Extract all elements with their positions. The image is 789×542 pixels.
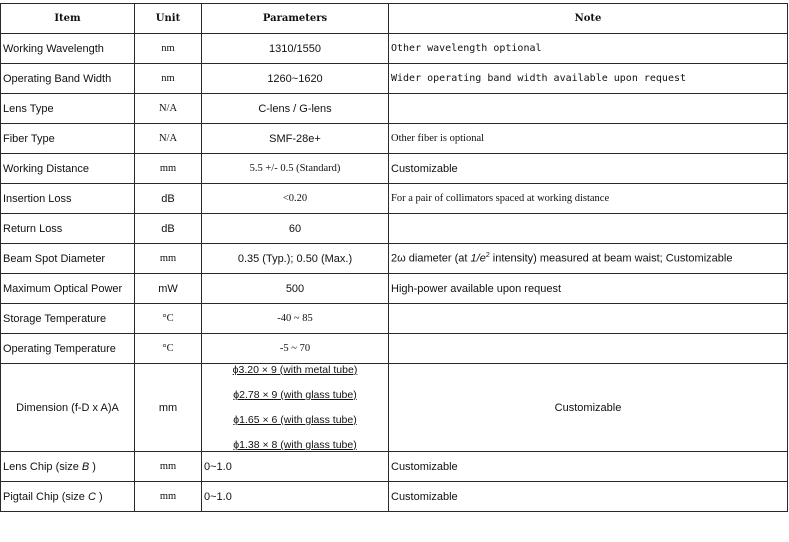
header-parameters: Parameters	[202, 4, 389, 34]
item-cell: Maximum Optical Power	[1, 274, 135, 304]
note-cell: High-power available upon request	[389, 274, 788, 304]
dimension-option: ϕ3.20 × 9 (with metal tube)	[232, 364, 358, 376]
unit-cell: mm	[135, 244, 202, 274]
header-note: Note	[389, 4, 788, 34]
param-cell: 500	[202, 274, 389, 304]
note-cell	[389, 334, 788, 364]
table-row	[1, 64, 788, 94]
table-row	[1, 274, 788, 304]
param-cell: <0.20	[202, 184, 389, 214]
item-text: )	[89, 460, 96, 473]
note-cell: Other wavelength optional	[389, 34, 788, 64]
unit-cell: °C	[135, 334, 202, 364]
note-superscript: 2	[485, 252, 490, 260]
unit-cell: dB	[135, 214, 202, 244]
note-cell	[389, 244, 788, 274]
note-text: intensity) measured at beam waist; Customizable	[489, 252, 733, 265]
unit-cell: N/A	[135, 94, 202, 124]
dimension-option: ϕ1.38 × 8 (with glass tube)	[233, 439, 357, 451]
note-cell	[389, 214, 788, 244]
item-variable: B	[81, 460, 90, 473]
table-row	[1, 184, 788, 214]
item-cell: Operating Band Width	[1, 64, 135, 94]
table-row	[1, 214, 788, 244]
note-cell: Customizable	[389, 364, 788, 452]
param-cell: 60	[202, 214, 389, 244]
table-row	[1, 154, 788, 184]
item-cell: Fiber Type	[1, 124, 135, 154]
unit-cell: N/A	[135, 124, 202, 154]
unit-cell: nm	[135, 64, 202, 94]
param-cell: 1260~1620	[202, 64, 389, 94]
item-cell: Dimension (f-D x A)A	[1, 364, 135, 452]
unit-cell: mm	[135, 364, 202, 452]
dimension-list	[204, 364, 386, 451]
note-cell: For a pair of collimators spaced at working distance	[389, 184, 788, 214]
item-text: Pigtail Chip (size	[3, 490, 88, 503]
table-row	[1, 482, 788, 512]
param-cell: SMF-28e+	[202, 124, 389, 154]
param-cell: -40 ~ 85	[202, 304, 389, 334]
specification-table	[0, 3, 788, 512]
param-cell	[202, 364, 389, 452]
item-cell: Insertion Loss	[1, 184, 135, 214]
note-formula: 1/e	[470, 252, 486, 265]
unit-cell: mm	[135, 154, 202, 184]
dimension-row	[1, 364, 788, 452]
item-text: Lens Chip (size	[3, 460, 82, 473]
note-text: 2ω diameter (at	[391, 252, 471, 265]
table-row	[1, 452, 788, 482]
item-variable: C	[87, 490, 96, 503]
item-text: )	[95, 490, 103, 503]
header-row	[1, 4, 788, 34]
unit-cell: °C	[135, 304, 202, 334]
unit-cell: dB	[135, 184, 202, 214]
header-unit: Unit	[135, 4, 202, 34]
note-cell	[389, 94, 788, 124]
item-cell: Working Distance	[1, 154, 135, 184]
unit-cell: mm	[135, 452, 202, 482]
note-cell: Customizable	[389, 154, 788, 184]
dimension-option: ϕ2.78 × 9 (with glass tube)	[233, 389, 357, 401]
table-row	[1, 34, 788, 64]
item-cell: Return Loss	[1, 214, 135, 244]
item-cell: Storage Temperature	[1, 304, 135, 334]
param-cell: 0~1.0	[202, 452, 389, 482]
param-cell: 1310/1550	[202, 34, 389, 64]
note-cell: Customizable	[389, 452, 788, 482]
item-cell: Beam Spot Diameter	[1, 244, 135, 274]
unit-cell: nm	[135, 34, 202, 64]
item-cell: Working Wavelength	[1, 34, 135, 64]
unit-cell: mW	[135, 274, 202, 304]
item-cell	[1, 482, 135, 512]
item-cell: Lens Type	[1, 94, 135, 124]
table-row	[1, 334, 788, 364]
unit-cell: mm	[135, 482, 202, 512]
table-row	[1, 244, 788, 274]
note-cell: Wider operating band width available upon request	[389, 64, 788, 94]
table-row	[1, 94, 788, 124]
dimension-option: ϕ1.65 × 6 (with glass tube)	[233, 414, 357, 426]
note-cell: Other fiber is optional	[389, 124, 788, 154]
note-cell	[389, 304, 788, 334]
item-cell: Operating Temperature	[1, 334, 135, 364]
param-cell: C-lens / G-lens	[202, 94, 389, 124]
header-item: Item	[1, 4, 135, 34]
param-cell: -5 ~ 70	[202, 334, 389, 364]
table-row	[1, 124, 788, 154]
table-row	[1, 304, 788, 334]
note-cell: Customizable	[389, 482, 788, 512]
item-cell	[1, 452, 135, 482]
param-cell: 5.5 +/- 0.5 (Standard)	[202, 154, 389, 184]
param-cell: 0.35 (Typ.); 0.50 (Max.)	[202, 244, 389, 274]
param-cell: 0~1.0	[202, 482, 389, 512]
